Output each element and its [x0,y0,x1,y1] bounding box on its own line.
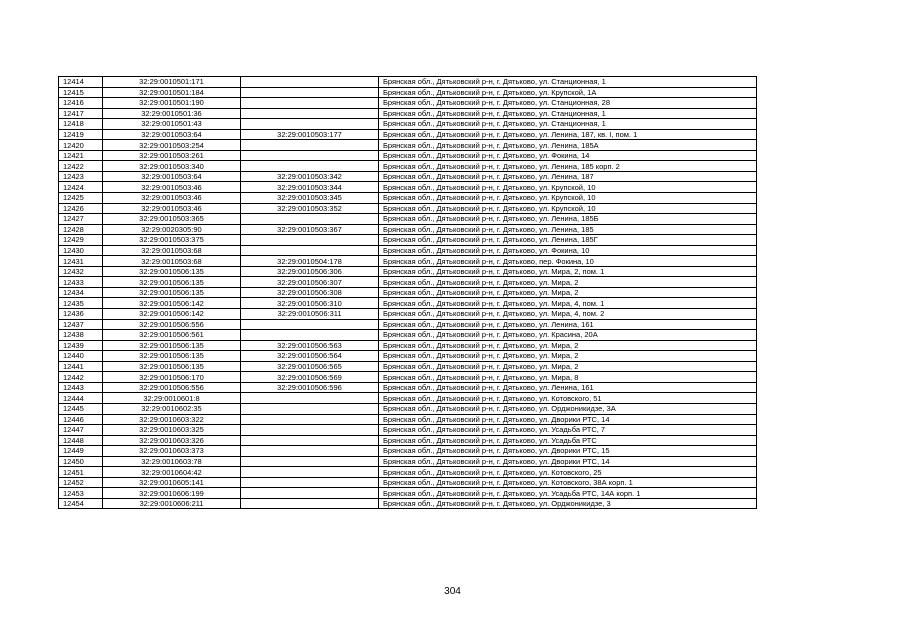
property-register-table [58,76,757,509]
address-cell: Брянская обл., Дятьковский р-н, г. Дятьково, ул. Мира, 4, пом. 1 [379,298,757,309]
address-cell: Брянская обл., Дятьковский р-н, г. Дятьково, ул. Мира, 2 [379,351,757,362]
related-cadastral-number-cell: 32:29:0010503:367 [241,224,379,235]
address-cell: Брянская обл., Дятьковский р-н, г. Дятьково, ул. Усадьба РТС [379,435,757,446]
related-cadastral-number-cell: 32:29:0010506:564 [241,351,379,362]
cadastral-number-cell: 32:29:0010501:36 [103,108,241,119]
address-cell: Брянская обл., Дятьковский р-н, г. Дятьково, ул. Орджоникидзе, 3А [379,403,757,414]
address-cell: Брянская обл., Дятьковский р-н, г. Дятьково, ул. Мира, 2 [379,361,757,372]
address-cell: Брянская обл., Дятьковский р-н, г. Дятьково, ул. Станционная, 1 [379,119,757,130]
cadastral-number-cell: 32:29:0010503:46 [103,182,241,193]
related-cadastral-number-cell [241,87,379,98]
cadastral-number-cell: 32:29:0010503:46 [103,193,241,204]
table-row [59,456,757,467]
cadastral-number-cell: 32:29:0010605:141 [103,477,241,488]
related-cadastral-number-cell: 32:29:0010504:178 [241,256,379,267]
row-number-cell: 12416 [59,98,103,109]
table-row [59,287,757,298]
cadastral-number-cell: 32:29:0010603:326 [103,435,241,446]
table-row [59,129,757,140]
row-number-cell: 12452 [59,477,103,488]
row-number-cell: 12440 [59,351,103,362]
address-cell: Брянская обл., Дятьковский р-н, г. Дятьково, ул. Дворики РТС, 15 [379,446,757,457]
related-cadastral-number-cell: 32:29:0010506:307 [241,277,379,288]
related-cadastral-number-cell: 32:29:0010506:563 [241,340,379,351]
row-number-cell: 12422 [59,161,103,172]
related-cadastral-number-cell [241,245,379,256]
row-number-cell: 12432 [59,266,103,277]
table-row [59,414,757,425]
cadastral-number-cell: 32:29:0010506:142 [103,309,241,320]
address-cell: Брянская обл., Дятьковский р-н, г. Дятьково, ул. Крупской, 1А [379,87,757,98]
row-number-cell: 12442 [59,372,103,383]
table-row [59,108,757,119]
cadastral-number-cell: 32:29:0010506:135 [103,266,241,277]
cadastral-number-cell: 32:29:0010603:78 [103,456,241,467]
address-cell: Брянская обл., Дятьковский р-н, г. Дятьково, ул. Ленина, 185 [379,224,757,235]
cadastral-number-cell: 32:29:0010602:35 [103,403,241,414]
cadastral-number-cell: 32:29:0010501:184 [103,87,241,98]
table-row [59,235,757,246]
row-number-cell: 12424 [59,182,103,193]
address-cell: Брянская обл., Дятьковский р-н, г. Дятьково, ул. Усадьба РТС, 7 [379,425,757,436]
address-cell: Брянская обл., Дятьковский р-н, г. Дятьково, ул. Фокина, 14 [379,150,757,161]
cadastral-number-cell: 32:29:0010506:135 [103,340,241,351]
cadastral-number-cell: 32:29:0010503:68 [103,256,241,267]
address-cell: Брянская обл., Дятьковский р-н, г. Дятьково, ул. Ленина, 187 [379,171,757,182]
table-row [59,393,757,404]
table-row [59,467,757,478]
cadastral-number-cell: 32:29:0010506:142 [103,298,241,309]
row-number-cell: 12443 [59,382,103,393]
row-number-cell: 12428 [59,224,103,235]
cadastral-number-cell: 32:29:0010503:46 [103,203,241,214]
cadastral-number-cell: 32:29:0010606:199 [103,488,241,499]
address-cell: Брянская обл., Дятьковский р-н, г. Дятьково, ул. Фокина, 10 [379,245,757,256]
table-row [59,498,757,509]
row-number-cell: 12417 [59,108,103,119]
related-cadastral-number-cell: 32:29:0010506:565 [241,361,379,372]
cadastral-number-cell: 32:29:0010506:135 [103,361,241,372]
related-cadastral-number-cell [241,477,379,488]
address-cell: Брянская обл., Дятьковский р-н, г. Дятьково, пер. Фокина, 10 [379,256,757,267]
table-row [59,214,757,225]
address-cell: Брянская обл., Дятьковский р-н, г. Дятьково, ул. Ленина, 187, кв. I, пом. 1 [379,129,757,140]
row-number-cell: 12449 [59,446,103,457]
related-cadastral-number-cell [241,150,379,161]
related-cadastral-number-cell [241,446,379,457]
address-cell: Брянская обл., Дятьковский р-н, г. Дятьково, ул. Мира, 2, пом. 1 [379,266,757,277]
table-row [59,351,757,362]
table-row [59,182,757,193]
related-cadastral-number-cell: 32:29:0010503:345 [241,193,379,204]
address-cell: Брянская обл., Дятьковский р-н, г. Дятьково, ул. Мира, 8 [379,372,757,383]
row-number-cell: 12420 [59,140,103,151]
related-cadastral-number-cell: 32:29:0010506:311 [241,309,379,320]
related-cadastral-number-cell: 32:29:0010503:352 [241,203,379,214]
cadastral-number-cell: 32:29:0010501:171 [103,77,241,88]
address-cell: Брянская обл., Дятьковский р-н, г. Дятьково, ул. Ленина, 185Б [379,214,757,225]
address-cell: Брянская обл., Дятьковский р-н, г. Дятьково, ул. Крупской, 10 [379,193,757,204]
table-row [59,477,757,488]
address-cell: Брянская обл., Дятьковский р-н, г. Дятьково, ул. Станционная, 28 [379,98,757,109]
table-row [59,140,757,151]
cadastral-number-cell: 32:29:0010506:135 [103,287,241,298]
related-cadastral-number-cell [241,414,379,425]
cadastral-number-cell: 32:29:0010506:170 [103,372,241,383]
table-row [59,150,757,161]
table-row [59,298,757,309]
row-number-cell: 12445 [59,403,103,414]
row-number-cell: 12418 [59,119,103,130]
cadastral-number-cell: 32:29:0010506:135 [103,277,241,288]
cadastral-number-cell: 32:29:0010601:8 [103,393,241,404]
table-row [59,77,757,88]
address-cell: Брянская обл., Дятьковский р-н, г. Дятьково, ул. Мира, 2 [379,287,757,298]
address-cell: Брянская обл., Дятьковский р-н, г. Дятьково, ул. Усадьба РТС, 14А корп. 1 [379,488,757,499]
related-cadastral-number-cell [241,108,379,119]
cadastral-number-cell: 32:29:0010503:261 [103,150,241,161]
row-number-cell: 12436 [59,309,103,320]
table-row [59,256,757,267]
table-row [59,361,757,372]
address-cell: Брянская обл., Дятьковский р-н, г. Дятьково, ул. Ленина, 185 корп. 2 [379,161,757,172]
table-row [59,403,757,414]
related-cadastral-number-cell [241,456,379,467]
row-number-cell: 12414 [59,77,103,88]
address-cell: Брянская обл., Дятьковский р-н, г. Дятьково, ул. Крупской, 10 [379,203,757,214]
related-cadastral-number-cell: 32:29:0010503:344 [241,182,379,193]
related-cadastral-number-cell [241,425,379,436]
table-row [59,319,757,330]
address-cell: Брянская обл., Дятьковский р-н, г. Дятьково, ул. Станционная, 1 [379,77,757,88]
table-body [59,77,757,509]
row-number-cell: 12425 [59,193,103,204]
cadastral-number-cell: 32:29:0010603:373 [103,446,241,457]
table-row [59,277,757,288]
cadastral-number-cell: 32:29:0010603:322 [103,414,241,425]
row-number-cell: 12451 [59,467,103,478]
table-row [59,382,757,393]
related-cadastral-number-cell [241,235,379,246]
row-number-cell: 12444 [59,393,103,404]
cadastral-number-cell: 32:29:0010506:561 [103,330,241,341]
row-number-cell: 12446 [59,414,103,425]
table-row [59,340,757,351]
address-cell: Брянская обл., Дятьковский р-н, г. Дятьково, ул. Дворики РТС, 14 [379,456,757,467]
address-cell: Брянская обл., Дятьковский р-н, г. Дятьково, ул. Котовского, 51 [379,393,757,404]
related-cadastral-number-cell: 32:29:0010503:177 [241,129,379,140]
row-number-cell: 12431 [59,256,103,267]
cadastral-number-cell: 32:29:0010503:375 [103,235,241,246]
table-row [59,119,757,130]
table-row [59,435,757,446]
table-row [59,98,757,109]
related-cadastral-number-cell [241,214,379,225]
address-cell: Брянская обл., Дятьковский р-н, г. Дятьково, ул. Красина, 20А [379,330,757,341]
row-number-cell: 12415 [59,87,103,98]
row-number-cell: 12450 [59,456,103,467]
table-row [59,425,757,436]
cadastral-number-cell: 32:29:0010506:556 [103,382,241,393]
related-cadastral-number-cell [241,435,379,446]
cadastral-number-cell: 32:29:0010606:211 [103,498,241,509]
related-cadastral-number-cell [241,161,379,172]
related-cadastral-number-cell [241,319,379,330]
address-cell: Брянская обл., Дятьковский р-н, г. Дятьково, ул. Мира, 2 [379,340,757,351]
row-number-cell: 12454 [59,498,103,509]
row-number-cell: 12427 [59,214,103,225]
related-cadastral-number-cell [241,98,379,109]
address-cell: Брянская обл., Дятьковский р-н, г. Дятьково, ул. Станционная, 1 [379,108,757,119]
cadastral-number-cell: 32:29:0020305:90 [103,224,241,235]
address-cell: Брянская обл., Дятьковский р-н, г. Дятьково, ул. Ленина, 185Г [379,235,757,246]
address-cell: Брянская обл., Дятьковский р-н, г. Дятьково, ул. Ленина, 161 [379,319,757,330]
cadastral-number-cell: 32:29:0010503:64 [103,171,241,182]
table-row [59,193,757,204]
cadastral-number-cell: 32:29:0010603:325 [103,425,241,436]
cadastral-number-cell: 32:29:0010506:135 [103,351,241,362]
row-number-cell: 12419 [59,129,103,140]
address-cell: Брянская обл., Дятьковский р-н, г. Дятьково, ул. Ленина, 185А [379,140,757,151]
table-row [59,161,757,172]
row-number-cell: 12447 [59,425,103,436]
table-row [59,446,757,457]
cadastral-number-cell: 32:29:0010503:365 [103,214,241,225]
cadastral-number-cell: 32:29:0010501:190 [103,98,241,109]
cadastral-number-cell: 32:29:0010503:64 [103,129,241,140]
cadastral-number-cell: 32:29:0010501:43 [103,119,241,130]
related-cadastral-number-cell [241,467,379,478]
cadastral-number-cell: 32:29:0010506:556 [103,319,241,330]
related-cadastral-number-cell [241,403,379,414]
cadastral-number-cell: 32:29:0010604:42 [103,467,241,478]
cadastral-number-cell: 32:29:0010503:254 [103,140,241,151]
address-cell: Брянская обл., Дятьковский р-н, г. Дятьково, ул. Дворики РТС, 14 [379,414,757,425]
related-cadastral-number-cell: 32:29:0010503:342 [241,171,379,182]
table-row [59,245,757,256]
related-cadastral-number-cell [241,140,379,151]
row-number-cell: 12448 [59,435,103,446]
row-number-cell: 12430 [59,245,103,256]
table-row [59,203,757,214]
table-row [59,372,757,383]
row-number-cell: 12421 [59,150,103,161]
row-number-cell: 12435 [59,298,103,309]
address-cell: Брянская обл., Дятьковский р-н, г. Дятьково, ул. Мира, 4, пом. 2 [379,309,757,320]
related-cadastral-number-cell: 32:29:0010506:569 [241,372,379,383]
table-row [59,171,757,182]
row-number-cell: 12453 [59,488,103,499]
row-number-cell: 12433 [59,277,103,288]
table-row [59,224,757,235]
address-cell: Брянская обл., Дятьковский р-н, г. Дятьково, ул. Орджоникидзе, 3 [379,498,757,509]
cadastral-number-cell: 32:29:0010503:340 [103,161,241,172]
row-number-cell: 12438 [59,330,103,341]
row-number-cell: 12441 [59,361,103,372]
address-cell: Брянская обл., Дятьковский р-н, г. Дятьково, ул. Мира, 2 [379,277,757,288]
table-row [59,87,757,98]
related-cadastral-number-cell [241,393,379,404]
address-cell: Брянская обл., Дятьковский р-н, г. Дятьково, ул. Котовского, 25 [379,467,757,478]
row-number-cell: 12437 [59,319,103,330]
address-cell: Брянская обл., Дятьковский р-н, г. Дятьково, ул. Крупской, 10 [379,182,757,193]
page-number: 304 [444,586,461,597]
address-cell: Брянская обл., Дятьковский р-н, г. Дятьково, ул. Ленина, 161 [379,382,757,393]
row-number-cell: 12429 [59,235,103,246]
row-number-cell: 12434 [59,287,103,298]
related-cadastral-number-cell [241,77,379,88]
related-cadastral-number-cell: 32:29:0010506:308 [241,287,379,298]
related-cadastral-number-cell: 32:29:0010506:596 [241,382,379,393]
related-cadastral-number-cell [241,498,379,509]
address-cell: Брянская обл., Дятьковский р-н, г. Дятьково, ул. Котовского, 38А корп. 1 [379,477,757,488]
table-row [59,488,757,499]
row-number-cell: 12423 [59,171,103,182]
row-number-cell: 12426 [59,203,103,214]
table-row [59,266,757,277]
related-cadastral-number-cell: 32:29:0010506:310 [241,298,379,309]
row-number-cell: 12439 [59,340,103,351]
related-cadastral-number-cell [241,119,379,130]
cadastral-number-cell: 32:29:0010503:68 [103,245,241,256]
related-cadastral-number-cell [241,330,379,341]
table-row [59,309,757,320]
related-cadastral-number-cell: 32:29:0010506:306 [241,266,379,277]
related-cadastral-number-cell [241,488,379,499]
table-row [59,330,757,341]
